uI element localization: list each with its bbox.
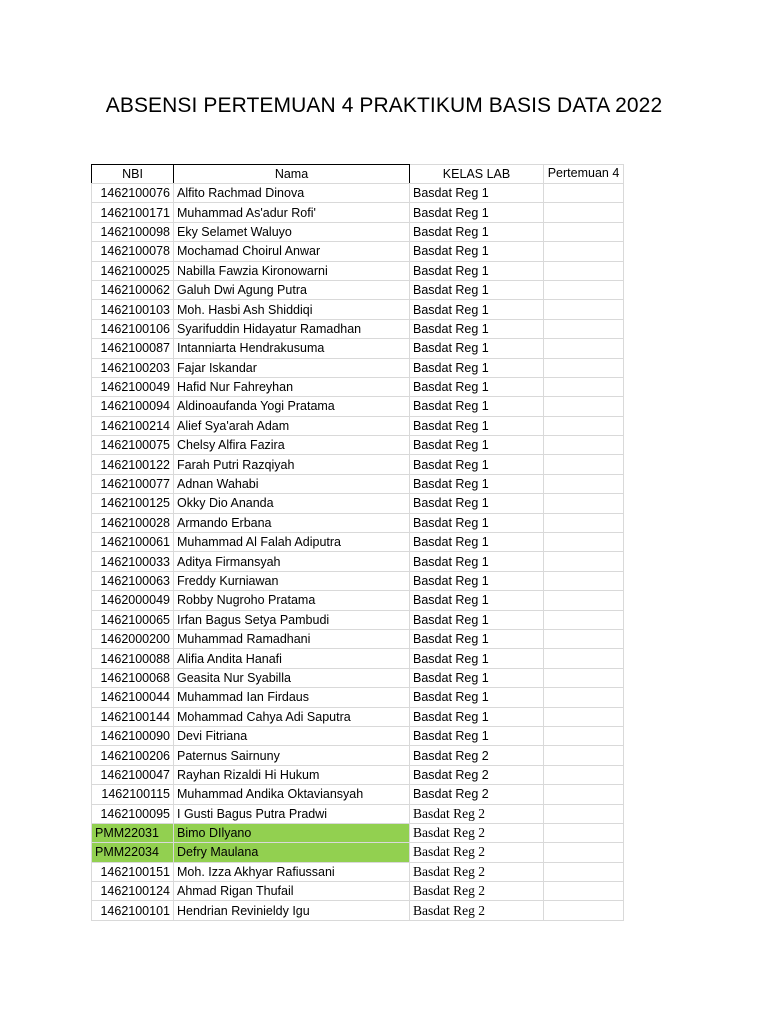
table-row xyxy=(92,300,624,319)
cell-pertemuan-4 xyxy=(544,339,624,358)
cell-nama: Mohammad Cahya Adi Saputra xyxy=(174,707,410,726)
table-row xyxy=(92,474,624,493)
cell-nbi: 1462100124 xyxy=(92,882,174,901)
cell-nama: Galuh Dwi Agung Putra xyxy=(174,280,410,299)
cell-pertemuan-4 xyxy=(544,649,624,668)
cell-kelas-lab: Basdat Reg 1 xyxy=(410,726,544,745)
cell-nbi: 1462100025 xyxy=(92,261,174,280)
cell-nbi: 1462100206 xyxy=(92,746,174,765)
cell-nbi: 1462100087 xyxy=(92,339,174,358)
cell-pertemuan-4 xyxy=(544,184,624,203)
table-row xyxy=(92,222,624,241)
cell-nbi: 1462100106 xyxy=(92,319,174,338)
table-row xyxy=(92,882,624,901)
cell-kelas-lab: Basdat Reg 1 xyxy=(410,184,544,203)
cell-kelas-lab: Basdat Reg 1 xyxy=(410,242,544,261)
cell-pertemuan-4 xyxy=(544,261,624,280)
cell-kelas-lab: Basdat Reg 1 xyxy=(410,649,544,668)
cell-nama: Moh. Hasbi Ash Shiddiqi xyxy=(174,300,410,319)
table-row xyxy=(92,726,624,745)
table-row xyxy=(92,261,624,280)
cell-nama: Adnan Wahabi xyxy=(174,474,410,493)
cell-pertemuan-4 xyxy=(544,552,624,571)
table-row xyxy=(92,280,624,299)
cell-nbi: 1462100214 xyxy=(92,416,174,435)
table-row xyxy=(92,610,624,629)
cell-kelas-lab: Basdat Reg 1 xyxy=(410,591,544,610)
cell-kelas-lab: Basdat Reg 2 xyxy=(410,901,544,920)
cell-pertemuan-4 xyxy=(544,280,624,299)
table-row xyxy=(92,513,624,532)
cell-pertemuan-4 xyxy=(544,882,624,901)
cell-kelas-lab: Basdat Reg 1 xyxy=(410,319,544,338)
cell-nama: Devi Fitriana xyxy=(174,726,410,745)
cell-pertemuan-4 xyxy=(544,416,624,435)
cell-nbi: 1462100028 xyxy=(92,513,174,532)
cell-nbi: 1462100098 xyxy=(92,222,174,241)
table-row xyxy=(92,862,624,881)
cell-kelas-lab: Basdat Reg 1 xyxy=(410,280,544,299)
cell-pertemuan-4 xyxy=(544,746,624,765)
cell-nama: Alifia Andita Hanafi xyxy=(174,649,410,668)
cell-kelas-lab: Basdat Reg 1 xyxy=(410,300,544,319)
cell-nbi: 1462100078 xyxy=(92,242,174,261)
cell-kelas-lab: Basdat Reg 2 xyxy=(410,785,544,804)
table-row xyxy=(92,591,624,610)
cell-pertemuan-4 xyxy=(544,726,624,745)
page-title: ABSENSI PERTEMUAN 4 PRAKTIKUM BASIS DATA 2022 xyxy=(105,94,663,117)
cell-pertemuan-4 xyxy=(544,862,624,881)
cell-kelas-lab: Basdat Reg 2 xyxy=(410,765,544,784)
cell-kelas-lab: Basdat Reg 2 xyxy=(410,823,544,842)
cell-pertemuan-4 xyxy=(544,436,624,455)
cell-pertemuan-4 xyxy=(544,494,624,513)
cell-nama: Bimo DIlyano xyxy=(174,823,410,842)
cell-kelas-lab: Basdat Reg 2 xyxy=(410,843,544,862)
cell-nama: Eky Selamet Waluyo xyxy=(174,222,410,241)
cell-kelas-lab: Basdat Reg 1 xyxy=(410,203,544,222)
cell-nama: Hafid Nur Fahreyhan xyxy=(174,377,410,396)
cell-kelas-lab: Basdat Reg 1 xyxy=(410,552,544,571)
cell-nbi: 1462100065 xyxy=(92,610,174,629)
cell-nbi: 1462000049 xyxy=(92,591,174,610)
cell-nbi: 1462100075 xyxy=(92,436,174,455)
cell-nama: Armando Erbana xyxy=(174,513,410,532)
cell-pertemuan-4 xyxy=(544,571,624,590)
table-row xyxy=(92,552,624,571)
cell-nbi: 1462100115 xyxy=(92,785,174,804)
cell-pertemuan-4 xyxy=(544,533,624,552)
cell-nbi: 1462100033 xyxy=(92,552,174,571)
cell-nbi: 1462100062 xyxy=(92,280,174,299)
table-row xyxy=(92,668,624,687)
cell-pertemuan-4 xyxy=(544,629,624,648)
table-row xyxy=(92,688,624,707)
header-kelas-lab: KELAS LAB xyxy=(410,165,544,184)
table-row xyxy=(92,397,624,416)
cell-kelas-lab: Basdat Reg 1 xyxy=(410,707,544,726)
cell-nbi: 1462100125 xyxy=(92,494,174,513)
table-row xyxy=(92,184,624,203)
cell-pertemuan-4 xyxy=(544,591,624,610)
table-body xyxy=(92,184,624,921)
cell-kelas-lab: Basdat Reg 1 xyxy=(410,436,544,455)
cell-nbi: 1462100095 xyxy=(92,804,174,823)
table-row xyxy=(92,533,624,552)
cell-nama: Robby Nugroho Pratama xyxy=(174,591,410,610)
cell-kelas-lab: Basdat Reg 1 xyxy=(410,358,544,377)
cell-nama: Hendrian Revinieldy Igu xyxy=(174,901,410,920)
cell-kelas-lab: Basdat Reg 1 xyxy=(410,261,544,280)
cell-nama: Freddy Kurniawan xyxy=(174,571,410,590)
cell-nama: Muhammad Al Falah Adiputra xyxy=(174,533,410,552)
cell-pertemuan-4 xyxy=(544,319,624,338)
cell-nbi: 1462100063 xyxy=(92,571,174,590)
cell-pertemuan-4 xyxy=(544,785,624,804)
table-row xyxy=(92,629,624,648)
cell-nbi: 1462100151 xyxy=(92,862,174,881)
cell-nama: Geasita Nur Syabilla xyxy=(174,668,410,687)
cell-kelas-lab: Basdat Reg 1 xyxy=(410,377,544,396)
cell-kelas-lab: Basdat Reg 1 xyxy=(410,494,544,513)
table-row xyxy=(92,649,624,668)
table-row xyxy=(92,804,624,823)
cell-nama: Irfan Bagus Setya Pambudi xyxy=(174,610,410,629)
cell-kelas-lab: Basdat Reg 2 xyxy=(410,804,544,823)
cell-kelas-lab: Basdat Reg 2 xyxy=(410,746,544,765)
table-row xyxy=(92,416,624,435)
cell-nbi: 1462100047 xyxy=(92,765,174,784)
cell-nama: Fajar Iskandar xyxy=(174,358,410,377)
cell-nama: Defry Maulana xyxy=(174,843,410,862)
cell-kelas-lab: Basdat Reg 1 xyxy=(410,474,544,493)
cell-pertemuan-4 xyxy=(544,804,624,823)
table-row xyxy=(92,339,624,358)
cell-kelas-lab: Basdat Reg 1 xyxy=(410,222,544,241)
cell-pertemuan-4 xyxy=(544,843,624,862)
cell-kelas-lab: Basdat Reg 1 xyxy=(410,688,544,707)
cell-nama: Aldinoaufanda Yogi Pratama xyxy=(174,397,410,416)
cell-nbi: 1462100171 xyxy=(92,203,174,222)
table-row xyxy=(92,436,624,455)
cell-kelas-lab: Basdat Reg 2 xyxy=(410,882,544,901)
cell-pertemuan-4 xyxy=(544,358,624,377)
cell-nama: Alief Sya'arah Adam xyxy=(174,416,410,435)
cell-kelas-lab: Basdat Reg 1 xyxy=(410,455,544,474)
cell-pertemuan-4 xyxy=(544,242,624,261)
cell-nama: Muhammad Ramadhani xyxy=(174,629,410,648)
cell-nbi: 1462100094 xyxy=(92,397,174,416)
cell-nama: Intanniarta Hendrakusuma xyxy=(174,339,410,358)
cell-kelas-lab: Basdat Reg 1 xyxy=(410,571,544,590)
cell-pertemuan-4 xyxy=(544,377,624,396)
cell-nama: Muhammad Andika Oktaviansyah xyxy=(174,785,410,804)
cell-pertemuan-4 xyxy=(544,823,624,842)
cell-nama: Aditya Firmansyah xyxy=(174,552,410,571)
table-row xyxy=(92,377,624,396)
cell-kelas-lab: Basdat Reg 1 xyxy=(410,533,544,552)
cell-nama: Rayhan Rizaldi Hi Hukum xyxy=(174,765,410,784)
cell-pertemuan-4 xyxy=(544,668,624,687)
table-row xyxy=(92,765,624,784)
attendance-table xyxy=(91,164,624,921)
cell-nbi: 1462100090 xyxy=(92,726,174,745)
cell-nama: Ahmad Rigan Thufail xyxy=(174,882,410,901)
cell-nama: Syarifuddin Hidayatur Ramadhan xyxy=(174,319,410,338)
cell-nama: Mochamad Choirul Anwar xyxy=(174,242,410,261)
table-row xyxy=(92,203,624,222)
cell-nama: Muhammad As'adur Rofi' xyxy=(174,203,410,222)
cell-pertemuan-4 xyxy=(544,474,624,493)
cell-nbi: 1462100144 xyxy=(92,707,174,726)
table-row xyxy=(92,843,624,862)
table-row xyxy=(92,455,624,474)
cell-nbi: 1462100203 xyxy=(92,358,174,377)
cell-pertemuan-4 xyxy=(544,765,624,784)
header-nbi: NBI xyxy=(92,165,174,184)
table-row xyxy=(92,785,624,804)
cell-nbi: 1462100068 xyxy=(92,668,174,687)
cell-nama: Okky Dio Ananda xyxy=(174,494,410,513)
cell-pertemuan-4 xyxy=(544,513,624,532)
cell-kelas-lab: Basdat Reg 1 xyxy=(410,397,544,416)
cell-nama: Moh. Izza Akhyar Rafiussani xyxy=(174,862,410,881)
cell-nbi: 1462100088 xyxy=(92,649,174,668)
table-row xyxy=(92,319,624,338)
cell-pertemuan-4 xyxy=(544,707,624,726)
cell-pertemuan-4 xyxy=(544,901,624,920)
header-row xyxy=(92,165,624,184)
cell-pertemuan-4 xyxy=(544,203,624,222)
cell-nama: Chelsy Alfira Fazira xyxy=(174,436,410,455)
cell-nbi: PMM22034 xyxy=(92,843,174,862)
table-row xyxy=(92,571,624,590)
cell-pertemuan-4 xyxy=(544,688,624,707)
cell-kelas-lab: Basdat Reg 1 xyxy=(410,610,544,629)
cell-nama: I Gusti Bagus Putra Pradwi xyxy=(174,804,410,823)
cell-nbi: 1462100076 xyxy=(92,184,174,203)
cell-pertemuan-4 xyxy=(544,397,624,416)
cell-nbi: 1462100049 xyxy=(92,377,174,396)
table-row xyxy=(92,823,624,842)
cell-pertemuan-4 xyxy=(544,222,624,241)
cell-nbi: 1462100077 xyxy=(92,474,174,493)
cell-kelas-lab: Basdat Reg 2 xyxy=(410,862,544,881)
cell-kelas-lab: Basdat Reg 1 xyxy=(410,513,544,532)
table-row xyxy=(92,358,624,377)
table-row xyxy=(92,707,624,726)
cell-nbi: PMM22031 xyxy=(92,823,174,842)
header-nama: Nama xyxy=(174,165,410,184)
cell-kelas-lab: Basdat Reg 1 xyxy=(410,668,544,687)
cell-nbi: 1462100122 xyxy=(92,455,174,474)
cell-nbi: 1462100061 xyxy=(92,533,174,552)
cell-nama: Farah Putri Razqiyah xyxy=(174,455,410,474)
table-row xyxy=(92,901,624,920)
cell-nama: Nabilla Fawzia Kironowarni xyxy=(174,261,410,280)
cell-kelas-lab: Basdat Reg 1 xyxy=(410,629,544,648)
cell-nama: Alfito Rachmad Dinova xyxy=(174,184,410,203)
cell-pertemuan-4 xyxy=(544,610,624,629)
cell-nbi: 1462100044 xyxy=(92,688,174,707)
cell-kelas-lab: Basdat Reg 1 xyxy=(410,339,544,358)
cell-pertemuan-4 xyxy=(544,300,624,319)
cell-nama: Paternus Sairnuny xyxy=(174,746,410,765)
header-pertemuan-4: Pertemuan 4 xyxy=(544,165,624,184)
cell-kelas-lab: Basdat Reg 1 xyxy=(410,416,544,435)
cell-nbi: 1462100101 xyxy=(92,901,174,920)
table-row xyxy=(92,746,624,765)
cell-pertemuan-4 xyxy=(544,455,624,474)
table-row xyxy=(92,242,624,261)
table-row xyxy=(92,494,624,513)
cell-nbi: 1462000200 xyxy=(92,629,174,648)
cell-nama: Muhammad Ian Firdaus xyxy=(174,688,410,707)
cell-nbi: 1462100103 xyxy=(92,300,174,319)
